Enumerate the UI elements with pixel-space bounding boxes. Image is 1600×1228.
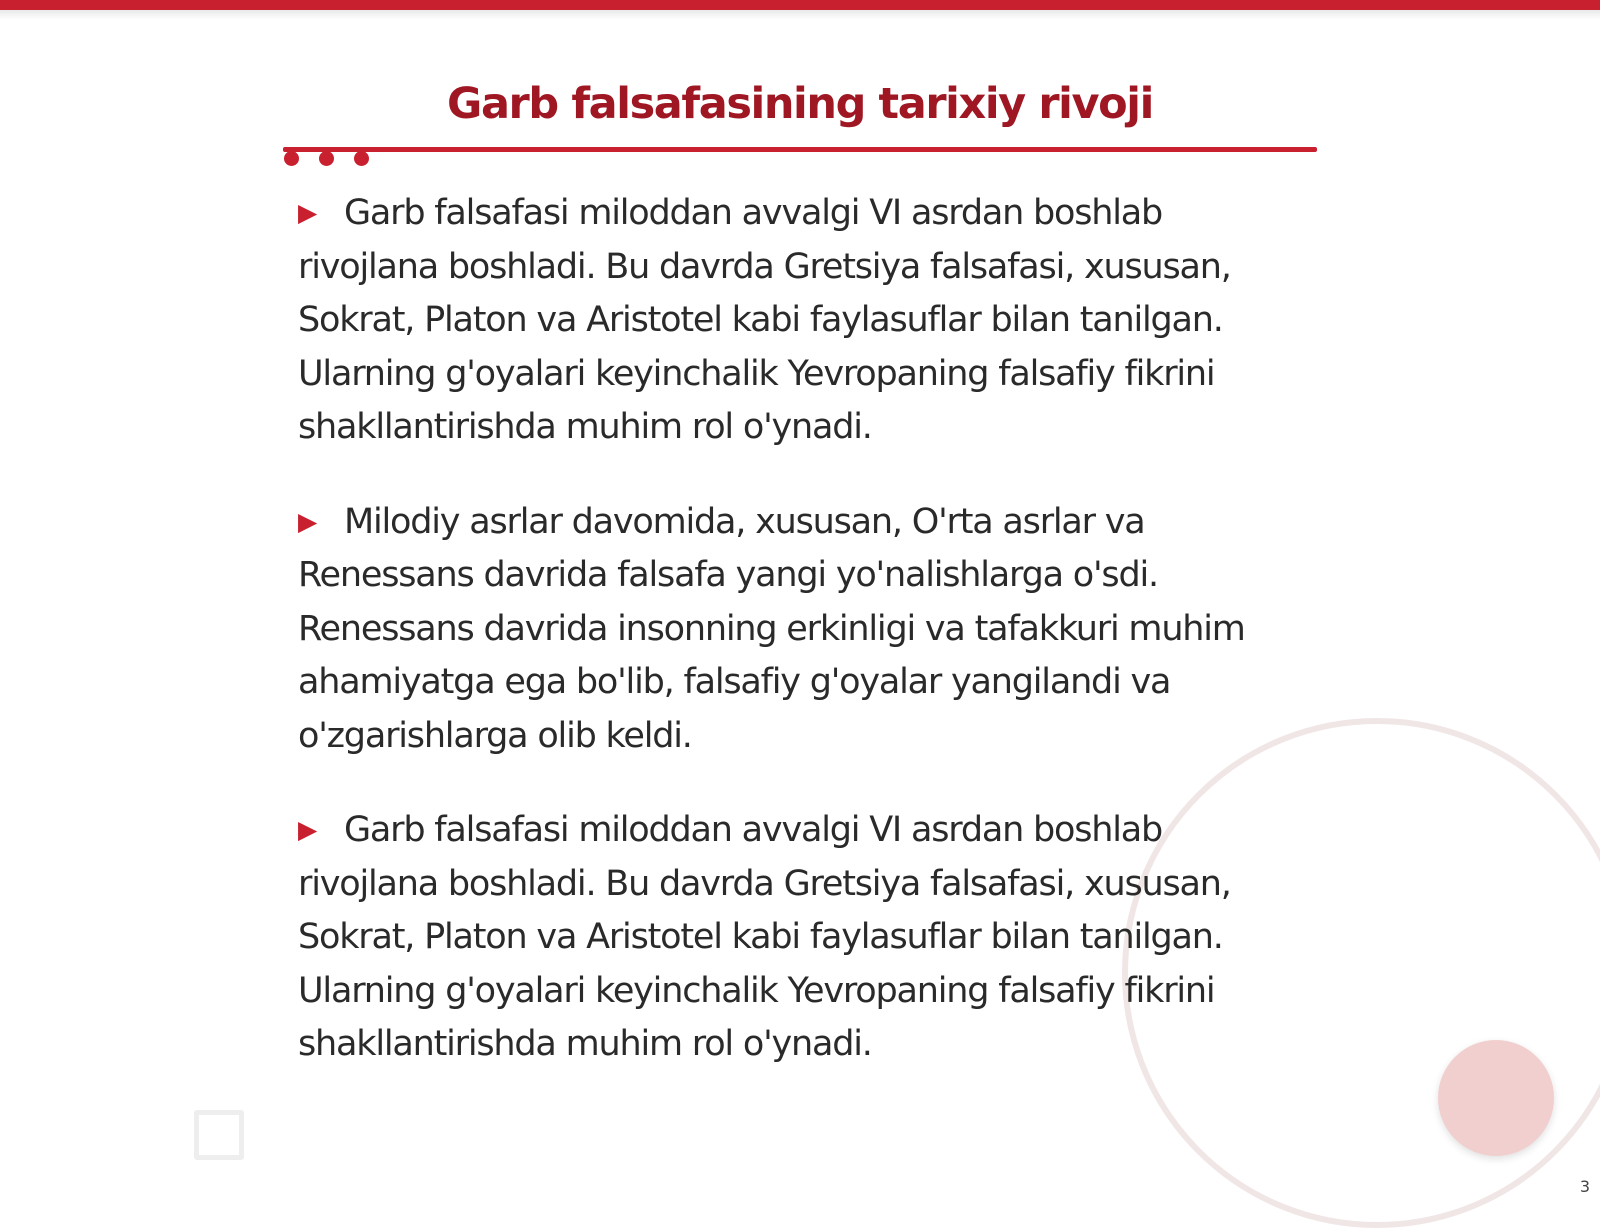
- bullet-arrow-icon: ▶: [298, 198, 317, 227]
- underline-dot: [354, 151, 369, 166]
- paragraph-text: Garb falsafasi miloddan avvalgi VI asrdan boshlab rivojlana boshladi. Bu davrda Gretsiya falsafasi, xususan, Sokrat, Platon va Aristotel kabi faylasuflar bilan tanilgan. Ularning g'oyalari keyinchalik Yevropaning falsafiy fikrini shakllantirishda muhim rol o'ynadi.: [298, 193, 1231, 447]
- top-shadow: [0, 10, 1600, 20]
- underline-dot: [284, 151, 299, 166]
- bullet-paragraph: [298, 803, 1298, 1072]
- bullet-paragraph: [298, 186, 1298, 455]
- paragraph-text: Garb falsafasi miloddan avvalgi VI asrdan boshlab rivojlana boshladi. Bu davrda Gretsiya falsafasi, xususan, Sokrat, Platon va Aristotel kabi faylasuflar bilan tanilgan. Ularning g'oyalari keyinchalik Yevropaning falsafiy fikrini shakllantirishda muhim rol o'ynadi.: [298, 810, 1231, 1064]
- bullet-paragraph: [298, 495, 1298, 764]
- bullet-arrow-icon: ▶: [298, 506, 317, 536]
- slide-body: [298, 186, 1298, 1112]
- underline-dot: [319, 151, 334, 166]
- page-number: 3: [1579, 1177, 1590, 1196]
- slide-title: Garb falsafasining tarixiy rivoji: [447, 79, 1153, 129]
- bullet-arrow-icon: ▶: [298, 815, 317, 844]
- title-underline: [283, 147, 1317, 152]
- decorative-pink-circle: [1438, 1040, 1554, 1156]
- paragraph-text: Milodiy asrlar davomida, xususan, O'rta asrlar va Renessans davrida falsafa yangi yo'nalishlarga o'sdi. Renessans davrida insonning erkinligi va tafakkuri muhim ahamiyatga ega bo'lib, falsafiy g'oyalar yangilandi va o'zgarishlarga olib keldi.: [298, 501, 1245, 756]
- top-accent-bar: [0, 0, 1600, 10]
- decorative-square: [194, 1110, 244, 1160]
